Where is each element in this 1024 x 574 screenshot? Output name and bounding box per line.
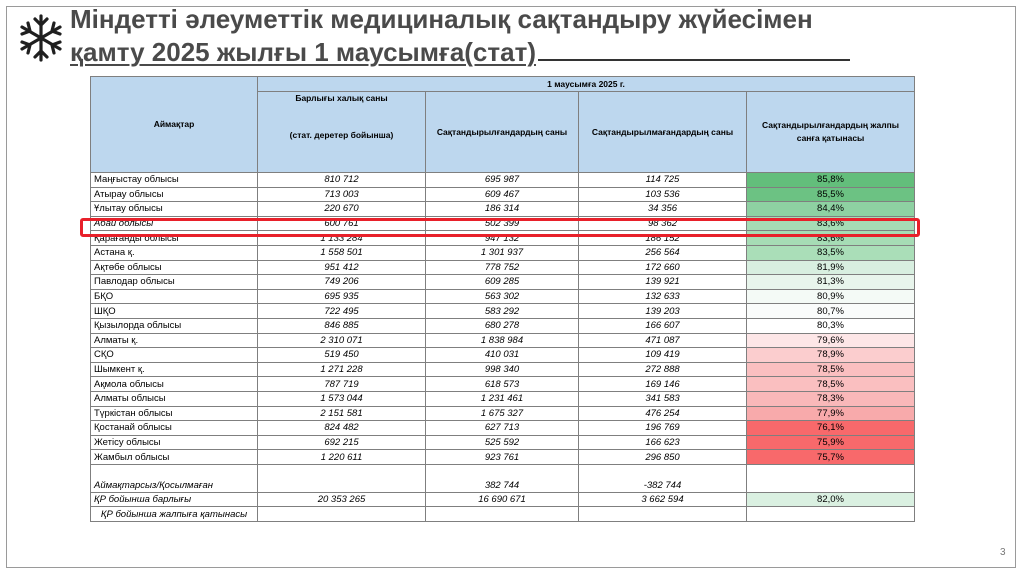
- cell-uninsured: 132 633: [579, 289, 747, 304]
- cell-uninsured: 166 607: [579, 318, 747, 333]
- table-row: [91, 260, 915, 275]
- cell-share: [747, 464, 915, 492]
- cell-insured: 1 231 461: [426, 391, 579, 406]
- table-row: [91, 450, 915, 465]
- table-row: [91, 289, 915, 304]
- cell-uninsured: 103 536: [579, 187, 747, 202]
- header-share: Сақтандырылғандардың жалпы санға қатынасы: [747, 92, 915, 173]
- snowflake-logo-icon: [16, 10, 66, 66]
- table-row: [91, 421, 915, 436]
- cell-name: Алматы облысы: [91, 391, 258, 406]
- cell-share: 78,3%: [747, 391, 915, 406]
- cell-population: 519 450: [258, 348, 426, 363]
- cell-name: ШҚО: [91, 304, 258, 319]
- cell-uninsured: 139 921: [579, 275, 747, 290]
- cell-uninsured: 272 888: [579, 362, 747, 377]
- cell-share: 83,6%: [747, 231, 915, 246]
- cell-uninsured: [579, 507, 747, 522]
- cell-insured: 583 292: [426, 304, 579, 319]
- cell-uninsured: 166 623: [579, 435, 747, 450]
- cell-uninsured: 3 662 594: [579, 492, 747, 507]
- cell-share: 77,9%: [747, 406, 915, 421]
- cell-population: 1 220 611: [258, 450, 426, 465]
- cell-insured: 1 301 937: [426, 245, 579, 260]
- cell-name: Жамбыл облысы: [91, 450, 258, 465]
- table-row: [91, 304, 915, 319]
- slide-title: [70, 4, 970, 68]
- table-row: [91, 202, 915, 217]
- cell-name: Абай облысы: [91, 216, 258, 231]
- cell-name: Ұлытау облысы: [91, 202, 258, 217]
- cell-name: БҚО: [91, 289, 258, 304]
- cell-name: Ақмола облысы: [91, 377, 258, 392]
- header-population-note: (стат. деретер бойынша): [289, 130, 394, 140]
- page-number: 3: [1000, 547, 1006, 558]
- cell-population: [258, 464, 426, 492]
- cell-insured: 947 132: [426, 231, 579, 246]
- cell-uninsured: 341 583: [579, 391, 747, 406]
- table-row: [91, 377, 915, 392]
- cell-population: 722 495: [258, 304, 426, 319]
- cell-share: 78,5%: [747, 362, 915, 377]
- cell-population: 695 935: [258, 289, 426, 304]
- cell-name: Астана қ.: [91, 245, 258, 260]
- cell-population: [258, 507, 426, 522]
- cell-insured: 16 690 671: [426, 492, 579, 507]
- cell-insured: 525 592: [426, 435, 579, 450]
- cell-share: [747, 507, 915, 522]
- cell-insured: 998 340: [426, 362, 579, 377]
- cell-uninsured: 169 146: [579, 377, 747, 392]
- cell-share: 81,9%: [747, 260, 915, 275]
- cell-insured: 1 675 327: [426, 406, 579, 421]
- cell-insured: 680 278: [426, 318, 579, 333]
- cell-insured: 609 285: [426, 275, 579, 290]
- cell-share: 76,1%: [747, 421, 915, 436]
- cell-population: 20 353 265: [258, 492, 426, 507]
- cell-insured: [426, 507, 579, 522]
- cell-share: 82,0%: [747, 492, 915, 507]
- cell-share: 80,7%: [747, 304, 915, 319]
- cell-share: 83,6%: [747, 216, 915, 231]
- cell-name: Маңғыстау облысы: [91, 173, 258, 188]
- cell-share: 83,5%: [747, 245, 915, 260]
- table-row-ratio: [91, 507, 915, 522]
- coverage-table: [90, 76, 915, 522]
- table-row: [91, 275, 915, 290]
- cell-name: ҚР бойынша жалпыға қатынасы: [91, 507, 258, 522]
- cell-name: Қостанай облысы: [91, 421, 258, 436]
- cell-share: 80,9%: [747, 289, 915, 304]
- cell-population: 692 215: [258, 435, 426, 450]
- cell-population: 1 133 284: [258, 231, 426, 246]
- table-row-unattached: [91, 464, 915, 492]
- cell-insured: 382 744: [426, 464, 579, 492]
- cell-name: Атырау облысы: [91, 187, 258, 202]
- cell-share: 78,9%: [747, 348, 915, 363]
- cell-uninsured: 172 660: [579, 260, 747, 275]
- cell-population: 2 310 071: [258, 333, 426, 348]
- header-period: 1 маусымға 2025 г.: [258, 77, 915, 92]
- cell-population: 1 558 501: [258, 245, 426, 260]
- table-row: [91, 318, 915, 333]
- cell-insured: 618 573: [426, 377, 579, 392]
- cell-uninsured: 476 254: [579, 406, 747, 421]
- cell-population: 824 482: [258, 421, 426, 436]
- cell-share: 75,7%: [747, 450, 915, 465]
- cell-share: 85,8%: [747, 173, 915, 188]
- cell-uninsured: 98 362: [579, 216, 747, 231]
- table-row: [91, 406, 915, 421]
- cell-population: 810 712: [258, 173, 426, 188]
- cell-uninsured: 471 087: [579, 333, 747, 348]
- header-insured: Сақтандырылғандардың саны: [426, 92, 579, 173]
- cell-name: Павлодар облысы: [91, 275, 258, 290]
- table-row: [91, 391, 915, 406]
- cell-uninsured: -382 744: [579, 464, 747, 492]
- cell-insured: 502 399: [426, 216, 579, 231]
- table-row: [91, 348, 915, 363]
- cell-name: Түркістан облысы: [91, 406, 258, 421]
- cell-population: 846 885: [258, 318, 426, 333]
- highlight-abai-row: [80, 218, 920, 237]
- cell-insured: 410 031: [426, 348, 579, 363]
- cell-uninsured: 34 356: [579, 202, 747, 217]
- cell-uninsured: 296 850: [579, 450, 747, 465]
- title-line-2: қамту 2025 жылғы 1 маусымға(стат): [70, 37, 536, 67]
- cell-name: Шымкент қ.: [91, 362, 258, 377]
- header-population-label: Барлығы халық саны: [295, 93, 388, 103]
- cell-insured: 695 987: [426, 173, 579, 188]
- cell-uninsured: 196 769: [579, 421, 747, 436]
- cell-share: 79,6%: [747, 333, 915, 348]
- table-row-total: [91, 492, 915, 507]
- cell-insured: 609 467: [426, 187, 579, 202]
- table-row: [91, 187, 915, 202]
- cell-insured: 1 838 984: [426, 333, 579, 348]
- cell-insured: 563 302: [426, 289, 579, 304]
- header-region: Аймақтар: [91, 77, 258, 173]
- table-row: [91, 245, 915, 260]
- cell-population: 600 761: [258, 216, 426, 231]
- table-row: [91, 333, 915, 348]
- cell-name: Алматы қ.: [91, 333, 258, 348]
- cell-population: 713 003: [258, 187, 426, 202]
- cell-name: Аймақтарсыз/Қосылмаған: [91, 464, 258, 492]
- cell-population: 787 719: [258, 377, 426, 392]
- cell-insured: 186 314: [426, 202, 579, 217]
- table-row: [91, 173, 915, 188]
- cell-share: 81,3%: [747, 275, 915, 290]
- cell-insured: 627 713: [426, 421, 579, 436]
- header-population: [258, 92, 426, 173]
- cell-uninsured: 139 203: [579, 304, 747, 319]
- cell-population: 220 670: [258, 202, 426, 217]
- title-line-1: Міндетті әлеуметтік медициналық сақтандыру жүйесімен: [70, 4, 813, 34]
- cell-name: Ақтөбе облысы: [91, 260, 258, 275]
- cell-population: 951 412: [258, 260, 426, 275]
- cell-share: 85,5%: [747, 187, 915, 202]
- cell-uninsured: 186 152: [579, 231, 747, 246]
- cell-uninsured: 114 725: [579, 173, 747, 188]
- cell-name: ҚР бойынша барлығы: [91, 492, 258, 507]
- table-row: [91, 362, 915, 377]
- cell-population: 2 151 581: [258, 406, 426, 421]
- header-uninsured: Сақтандырылмағандардың саны: [579, 92, 747, 173]
- cell-share: 75,9%: [747, 435, 915, 450]
- title-underline: [538, 35, 850, 61]
- cell-insured: 923 761: [426, 450, 579, 465]
- cell-population: 1 271 228: [258, 362, 426, 377]
- cell-name: Қызылорда облысы: [91, 318, 258, 333]
- table-row: [91, 435, 915, 450]
- cell-population: 749 206: [258, 275, 426, 290]
- cell-share: 80,3%: [747, 318, 915, 333]
- cell-uninsured: 109 419: [579, 348, 747, 363]
- cell-share: 78,5%: [747, 377, 915, 392]
- cell-name: Қарағанды облысы: [91, 231, 258, 246]
- cell-share: 84,4%: [747, 202, 915, 217]
- cell-population: 1 573 044: [258, 391, 426, 406]
- cell-uninsured: 256 564: [579, 245, 747, 260]
- cell-name: СҚО: [91, 348, 258, 363]
- cell-name: Жетісу облысы: [91, 435, 258, 450]
- cell-insured: 778 752: [426, 260, 579, 275]
